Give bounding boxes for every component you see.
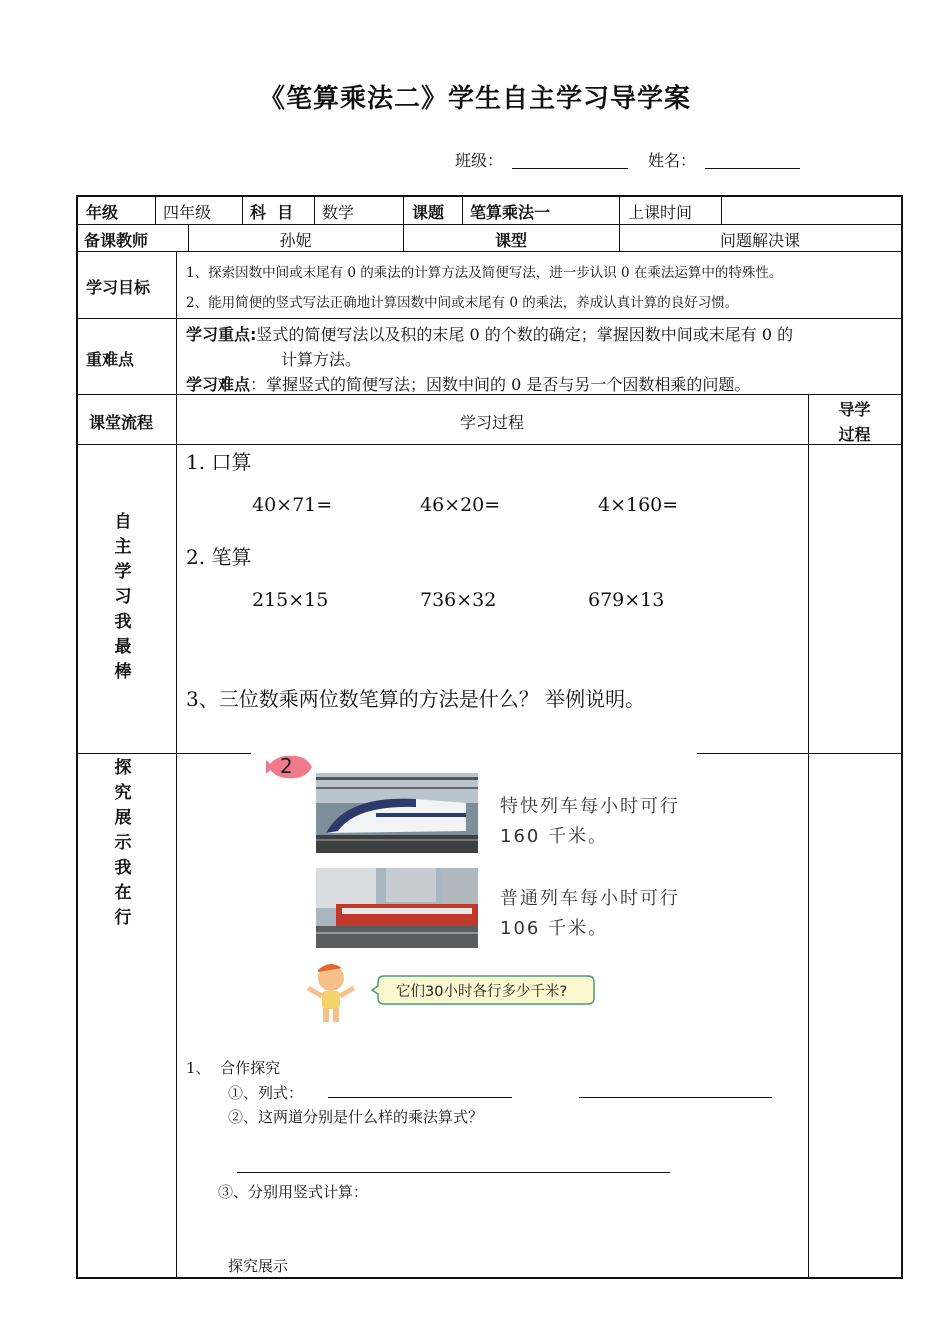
- regular-train-image: [316, 868, 478, 948]
- grade-value: 四年级: [163, 203, 212, 222]
- class-time-label: 上课时间: [628, 203, 693, 222]
- speech-bubble: [370, 972, 598, 1008]
- focus-label: 学习重点:: [186, 325, 257, 344]
- step-2-label: ②、这两道分别是什么样的乘法算式？: [228, 1108, 484, 1126]
- written-problem-3: 679×13: [588, 589, 665, 611]
- badge-number: 2: [280, 754, 293, 778]
- page-title: 《笔算乘法二》学生自主学习导学案: [258, 84, 691, 114]
- class-field-label: 班级：: [455, 151, 504, 170]
- written-title: 2. 笔算: [186, 545, 252, 569]
- child-illustration: [298, 958, 364, 1026]
- oral-problem-2: 46×20=: [420, 494, 501, 516]
- problem-badge: [266, 752, 314, 782]
- teacher-value: 孙妮: [279, 231, 312, 250]
- equation-blank-1[interactable]: [328, 1097, 512, 1098]
- explore-show-label: 探究展示: [228, 1257, 289, 1275]
- name-field[interactable]: [705, 150, 800, 169]
- flow-header: 课堂流程: [89, 413, 154, 432]
- grade-label: 年级: [86, 203, 119, 222]
- regular-train-text-1: 普通列车每小时可行: [500, 888, 680, 909]
- focus-text-2: 计算方法。: [281, 350, 362, 369]
- guide-header-1: 导学: [838, 400, 871, 419]
- difficulty-label: 学习难点: [186, 375, 251, 394]
- topic-label: 课题: [412, 203, 445, 222]
- goal-item-1: 1、探索因数中间或末尾有 0 的乘法的计算方法及简便写法，进一步认识 0 在乘法运算中的特殊性。: [186, 265, 783, 281]
- goals-label: 学习目标: [86, 278, 151, 297]
- express-train-text-1: 特快列车每小时可行: [500, 796, 680, 817]
- difficulty-line: [186, 372, 750, 395]
- difficulty-text: ：掌握竖式的简便写法；因数中间的 0 是否与另一个因数相乘的问题。: [250, 375, 751, 394]
- step-3-label: ③、分别用竖式计算：: [218, 1183, 369, 1201]
- regular-train-text-2: 106 千米。: [500, 918, 609, 939]
- method-question: 3、三位数乘两位数笔算的方法是什么？ 举例说明。: [186, 687, 646, 711]
- written-problem-2: 736×32: [420, 589, 497, 611]
- name-field-label: 姓名：: [648, 151, 697, 170]
- lesson-type-value: 问题解决课: [719, 231, 800, 250]
- subject-label: 科 目: [250, 203, 294, 222]
- self-study-side-label: 自 主 学 习 我 最 棒: [114, 512, 132, 682]
- process-header: 学习过程: [459, 413, 524, 432]
- lesson-type-label: 课型: [494, 231, 527, 250]
- coop-title: 1、 合作探究: [186, 1059, 281, 1077]
- oral-problem-1: 40×71=: [252, 494, 333, 516]
- class-field[interactable]: [512, 150, 628, 169]
- express-train-image: [316, 773, 478, 853]
- goal-item-2: 2、能用简便的竖式写法正确地计算因数中间或末尾有 0 的乘法，养成认真计算的良好习惯。: [186, 295, 739, 311]
- guide-header-2: 过程: [838, 425, 871, 444]
- bubble-text: 它们30小时各行多少千米?: [396, 984, 568, 1000]
- topic-value: 笔算乘法一: [470, 203, 551, 222]
- written-problem-1: 215×15: [252, 589, 329, 611]
- oral-title: 1. 口算: [186, 450, 252, 474]
- step-1-label: ①、列式：: [228, 1084, 304, 1102]
- express-train-text-2: 160 千米。: [500, 826, 609, 847]
- answer-blank[interactable]: [237, 1172, 670, 1173]
- subject-value: 数学: [322, 203, 355, 222]
- keypoints-label: 重难点: [86, 350, 135, 369]
- focus-line-1: [186, 322, 793, 345]
- focus-text-1: 竖式的简便写法以及积的末尾 0 的个数的确定；掌握因数中间或末尾有 0 的: [256, 325, 794, 344]
- equation-blank-2[interactable]: [579, 1097, 772, 1098]
- oral-problem-3: 4×160=: [598, 494, 679, 516]
- explore-side-label: 探 究 展 示 我 在 行: [114, 758, 132, 928]
- teacher-label: 备课教师: [84, 231, 149, 250]
